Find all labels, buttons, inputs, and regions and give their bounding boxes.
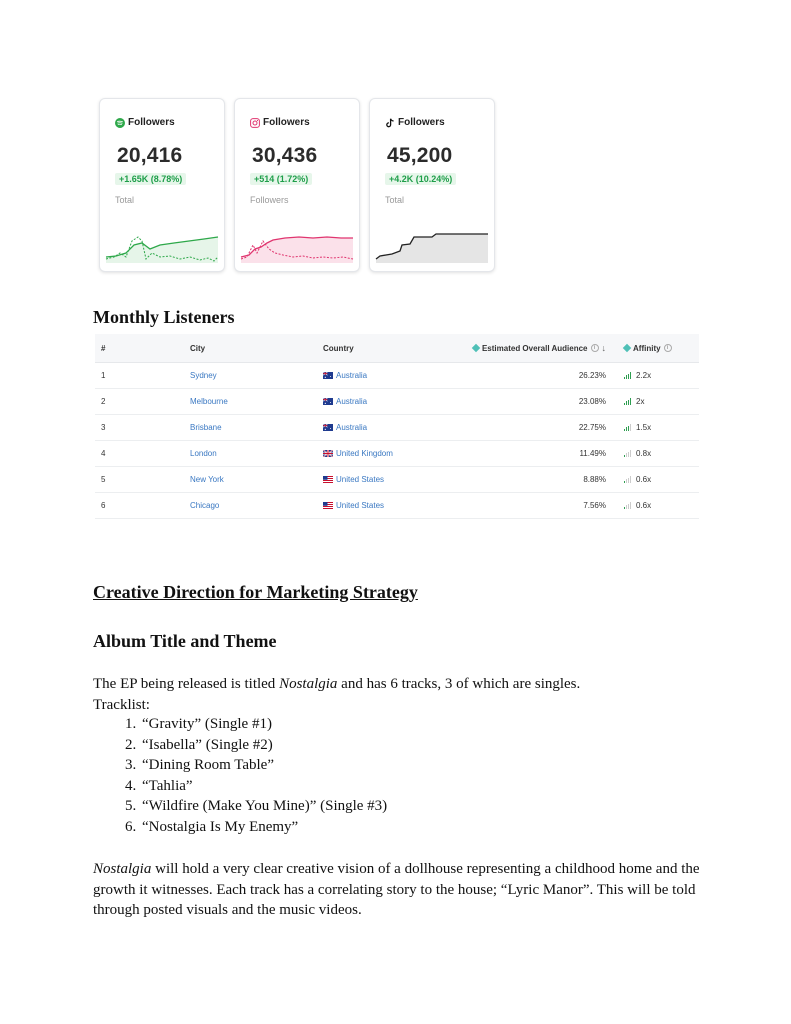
diamond-icon bbox=[623, 344, 631, 352]
affinity-cell bbox=[610, 449, 699, 458]
vision-paragraph bbox=[93, 859, 703, 921]
follower-delta-badge: +514 (1.72%) bbox=[250, 173, 312, 185]
audience-cell: 11.49% bbox=[579, 449, 606, 458]
header-affinity-label: Affinity bbox=[633, 343, 661, 353]
tiktok-followers-card[interactable] bbox=[369, 98, 495, 272]
table-row bbox=[95, 467, 699, 493]
track-item: 3. “Dining Room Table” bbox=[140, 755, 387, 776]
intro-text-before: The EP being released is titled bbox=[93, 676, 280, 692]
album-name: Nostalgia bbox=[93, 861, 152, 877]
city-link[interactable]: Brisbane bbox=[190, 423, 222, 432]
follower-delta-badge: +1.65K (8.78%) bbox=[115, 173, 186, 185]
affinity-value: 0.6x bbox=[636, 475, 652, 484]
affinity-value: 0.8x bbox=[636, 449, 652, 458]
city-link[interactable]: Melbourne bbox=[190, 397, 228, 406]
sort-down-icon[interactable]: ↓ bbox=[601, 343, 606, 353]
tracklist-label: Tracklist: bbox=[93, 696, 150, 713]
country-link[interactable]: United States bbox=[336, 475, 385, 484]
diamond-icon bbox=[472, 344, 480, 352]
rank-cell: 6 bbox=[101, 501, 106, 510]
affinity-signal-icon bbox=[624, 502, 631, 509]
follower-cards bbox=[99, 98, 495, 272]
card-sublabel: Followers bbox=[250, 195, 289, 205]
track-item: 6. “Nostalgia Is My Enemy” bbox=[140, 817, 387, 838]
follower-count: 20,416 bbox=[117, 144, 183, 167]
card-header bbox=[250, 117, 310, 128]
country-link[interactable]: Australia bbox=[336, 423, 368, 432]
follower-delta-badge: +4.2K (10.24%) bbox=[385, 173, 456, 185]
info-icon[interactable]: i bbox=[664, 344, 672, 352]
vision-text: will hold a very clear creative vision of a dollhouse representing a childhood home and the growth it witnesses. Each track has a correlating story to the house; “Lyric Manor”. This will be told through posted visuals and the music videos. bbox=[93, 861, 700, 918]
header-affinity[interactable] bbox=[610, 344, 699, 353]
audience-cell: 8.88% bbox=[583, 475, 606, 484]
tracklist bbox=[93, 714, 387, 837]
city-link[interactable]: London bbox=[190, 449, 217, 458]
table-row bbox=[95, 389, 699, 415]
rank-cell: 3 bbox=[101, 423, 106, 432]
info-icon[interactable]: i bbox=[591, 344, 599, 352]
australia-flag-icon bbox=[323, 398, 333, 405]
card-label: Followers bbox=[263, 117, 310, 128]
uk-flag-icon bbox=[323, 450, 333, 457]
instagram-followers-card[interactable] bbox=[234, 98, 360, 272]
city-link[interactable]: Chicago bbox=[190, 501, 220, 510]
affinity-value: 2.2x bbox=[636, 371, 652, 380]
table-row bbox=[95, 493, 699, 519]
instagram-sparkline bbox=[239, 227, 355, 265]
affinity-signal-icon bbox=[624, 424, 631, 431]
country-link[interactable]: Australia bbox=[336, 397, 368, 406]
section-heading: Album Title and Theme bbox=[93, 631, 277, 651]
card-label: Followers bbox=[128, 117, 175, 128]
rank-cell: 5 bbox=[101, 475, 106, 484]
audience-cell: 22.75% bbox=[578, 423, 606, 432]
affinity-value: 2x bbox=[636, 397, 645, 406]
table-row bbox=[95, 363, 699, 389]
card-header bbox=[385, 117, 445, 128]
tiktok-icon bbox=[385, 118, 395, 128]
spotify-sparkline bbox=[104, 227, 220, 265]
card-header bbox=[115, 117, 175, 128]
tiktok-sparkline bbox=[374, 227, 490, 265]
australia-flag-icon bbox=[323, 372, 333, 379]
card-sublabel: Total bbox=[385, 195, 405, 205]
audience-cell: 23.08% bbox=[578, 397, 606, 406]
header-audience[interactable] bbox=[453, 343, 610, 353]
affinity-signal-icon bbox=[624, 372, 631, 379]
monthly-listeners-table bbox=[95, 334, 699, 519]
spotify-icon bbox=[115, 118, 125, 128]
table-row bbox=[95, 415, 699, 441]
affinity-cell bbox=[610, 423, 699, 432]
audience-cell: 7.56% bbox=[583, 501, 606, 510]
monthly-listeners-heading: Monthly Listeners bbox=[93, 307, 235, 327]
rank-cell: 4 bbox=[101, 449, 106, 458]
intro-text-after: and has 6 tracks, 3 of which are singles. bbox=[337, 676, 581, 692]
header-city: City bbox=[190, 343, 206, 353]
track-item: 5. “Wildfire (Make You Mine)” (Single #3) bbox=[140, 796, 387, 817]
affinity-cell bbox=[610, 371, 699, 380]
us-flag-icon bbox=[323, 476, 333, 483]
instagram-icon bbox=[250, 118, 260, 128]
track-item: 1. “Gravity” (Single #1) bbox=[140, 714, 387, 735]
affinity-value: 1.5x bbox=[636, 423, 652, 432]
country-link[interactable]: United Kingdom bbox=[336, 449, 393, 458]
us-flag-icon bbox=[323, 502, 333, 509]
city-link[interactable]: Sydney bbox=[190, 371, 217, 380]
spotify-followers-card[interactable] bbox=[99, 98, 225, 272]
country-link[interactable]: United States bbox=[336, 501, 385, 510]
affinity-cell bbox=[610, 475, 699, 484]
rank-cell: 2 bbox=[101, 397, 106, 406]
header-audience-label: Estimated Overall Audience bbox=[481, 343, 588, 353]
document-title: Creative Direction for Marketing Strategy bbox=[93, 582, 418, 602]
header-country: Country bbox=[323, 343, 354, 353]
affinity-cell bbox=[610, 501, 699, 510]
australia-flag-icon bbox=[323, 424, 333, 431]
city-link[interactable]: New York bbox=[190, 475, 224, 484]
affinity-cell bbox=[610, 397, 699, 406]
table-header bbox=[95, 334, 699, 363]
album-name: Nostalgia bbox=[279, 676, 338, 692]
affinity-signal-icon bbox=[624, 398, 631, 405]
track-item: 4. “Tahlia” bbox=[140, 776, 387, 797]
affinity-signal-icon bbox=[624, 450, 631, 457]
track-item: 2. “Isabella” (Single #2) bbox=[140, 735, 387, 756]
card-label: Followers bbox=[398, 117, 445, 128]
country-link[interactable]: Australia bbox=[336, 371, 368, 380]
table-row bbox=[95, 441, 699, 467]
affinity-value: 0.6x bbox=[636, 501, 652, 510]
follower-count: 30,436 bbox=[252, 144, 318, 167]
intro-paragraph bbox=[93, 674, 703, 715]
follower-count: 45,200 bbox=[387, 144, 453, 167]
audience-cell: 26.23% bbox=[578, 371, 606, 380]
header-rank: # bbox=[101, 343, 106, 353]
rank-cell: 1 bbox=[101, 371, 106, 380]
card-sublabel: Total bbox=[115, 195, 135, 205]
affinity-signal-icon bbox=[624, 476, 631, 483]
